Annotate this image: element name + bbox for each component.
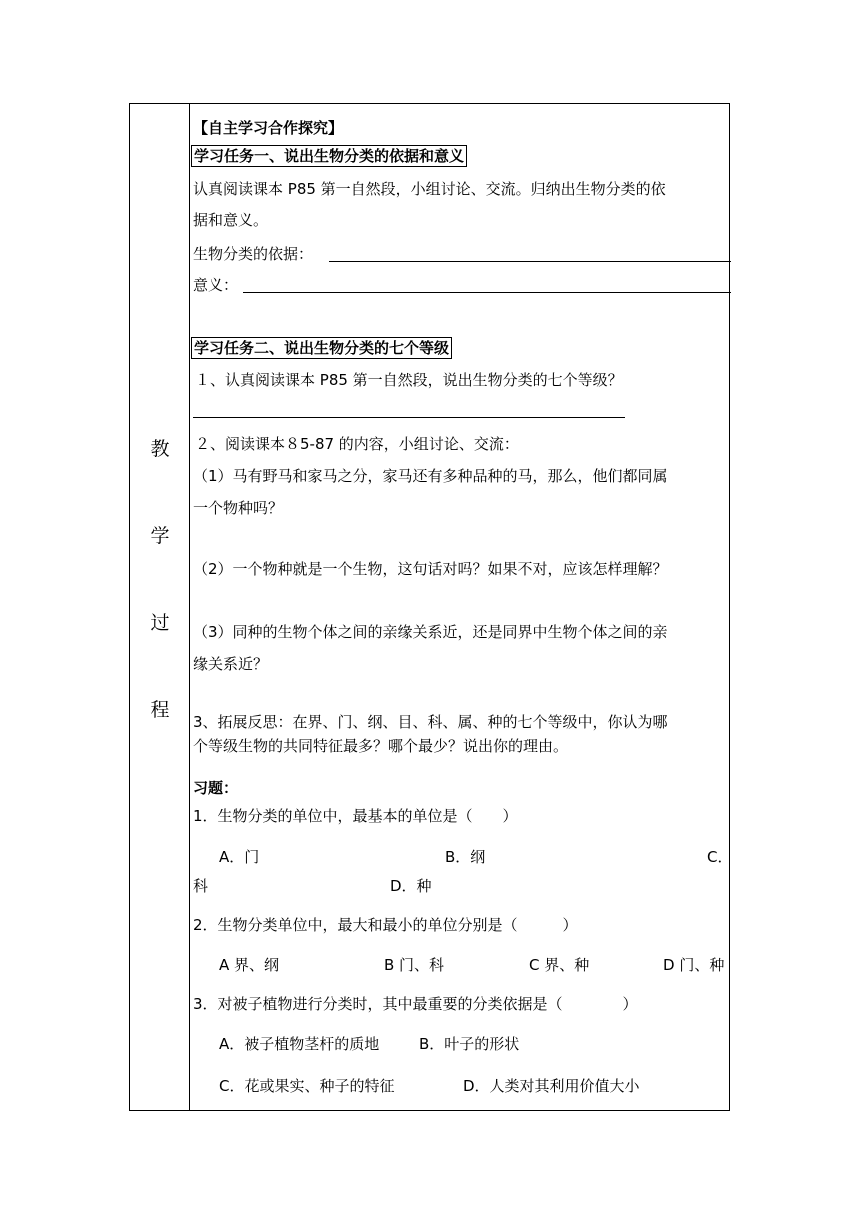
section-header: 【自主学习合作探究】 <box>193 119 344 137</box>
exercise-3-option-c: C．花或果实、种子的特征 <box>219 1077 395 1095</box>
exercises-title: 习题： <box>193 779 239 797</box>
side-char-3: 过 <box>150 612 170 634</box>
exercise-3-option-a: A．被子植物茎杆的质地 <box>219 1035 380 1053</box>
exercise-1-option-c-prefix: C． <box>707 848 733 866</box>
exercise-3-question: 3．对被子植物进行分类时，其中最重要的分类依据是（ ） <box>193 995 638 1013</box>
task2-q2-1-line1: （1）马有野马和家马之分，家马还有多种品种的马，那么，他们都同属 <box>193 467 668 485</box>
exercise-1-option-c-suffix: 科 <box>193 877 209 895</box>
exercise-2-question: 2．生物分类单位中，最大和最小的单位分别是（ ） <box>193 916 578 934</box>
task1-instruction-line2: 据和意义。 <box>193 211 269 229</box>
side-label-column <box>130 104 190 1110</box>
content-column <box>191 104 731 1110</box>
task2-q2-3-line2: 缘关系近？ <box>193 655 269 673</box>
exercise-1-option-d: D．种 <box>390 877 432 895</box>
basis-label: 生物分类的依据： <box>193 245 314 263</box>
exercise-2-option-b: B 门、科 <box>384 956 445 974</box>
side-char-4: 程 <box>150 699 170 721</box>
task2-q2: ２、阅读课本８5-87 的内容，小组讨论、交流： <box>195 435 519 453</box>
meaning-label: 意义： <box>193 276 239 294</box>
exercise-1-option-b: B．纲 <box>445 848 486 866</box>
task2-q3-line1: 3、拓展反思：在界、门、纲、目、科、属、种的七个等级中，你认为哪 <box>193 713 668 731</box>
exercise-2-option-a: A 界、纲 <box>219 956 280 974</box>
task2-q1: １、认真阅读课本 P85 第一自然段，说出生物分类的七个等级？ <box>195 371 623 389</box>
task2-q2-1-line2: 一个物种吗？ <box>193 499 284 517</box>
lesson-table <box>129 103 733 1111</box>
exercise-3-option-b: B．叶子的形状 <box>419 1035 520 1053</box>
exercise-2-option-c: C 界、种 <box>529 956 590 974</box>
exercise-3-option-d: D．人类对其利用价值大小 <box>463 1077 640 1095</box>
task2-q2-2: （2）一个物种就是一个生物，这句话对吗？如果不对，应该怎样理解？ <box>193 560 668 578</box>
side-char-1: 教 <box>150 438 170 460</box>
meaning-blank <box>243 292 731 293</box>
task1-instruction-line1: 认真阅读课本 P85 第一自然段，小组讨论、交流。归纳出生物分类的依 <box>193 180 666 198</box>
exercise-1-option-a: A．门 <box>219 848 260 866</box>
exercise-2-option-d: D 门、种 <box>663 956 725 974</box>
task2-title: 学习任务二、说出生物分类的七个等级 <box>191 338 452 358</box>
exercise-1-question: 1．生物分类的单位中，最基本的单位是（ ） <box>193 807 518 825</box>
task1-title: 学习任务一、说出生物分类的依据和意义 <box>191 146 467 166</box>
side-char-2: 学 <box>150 525 170 547</box>
task2-q2-3-line1: （3）同种的生物个体之间的亲缘关系近，还是同界中生物个体之间的亲 <box>193 623 668 641</box>
basis-blank <box>329 261 731 262</box>
task2-q1-blank <box>193 417 625 418</box>
task2-q3-line2: 个等级生物的共同特征最多？哪个最少？说出你的理由。 <box>193 737 569 755</box>
